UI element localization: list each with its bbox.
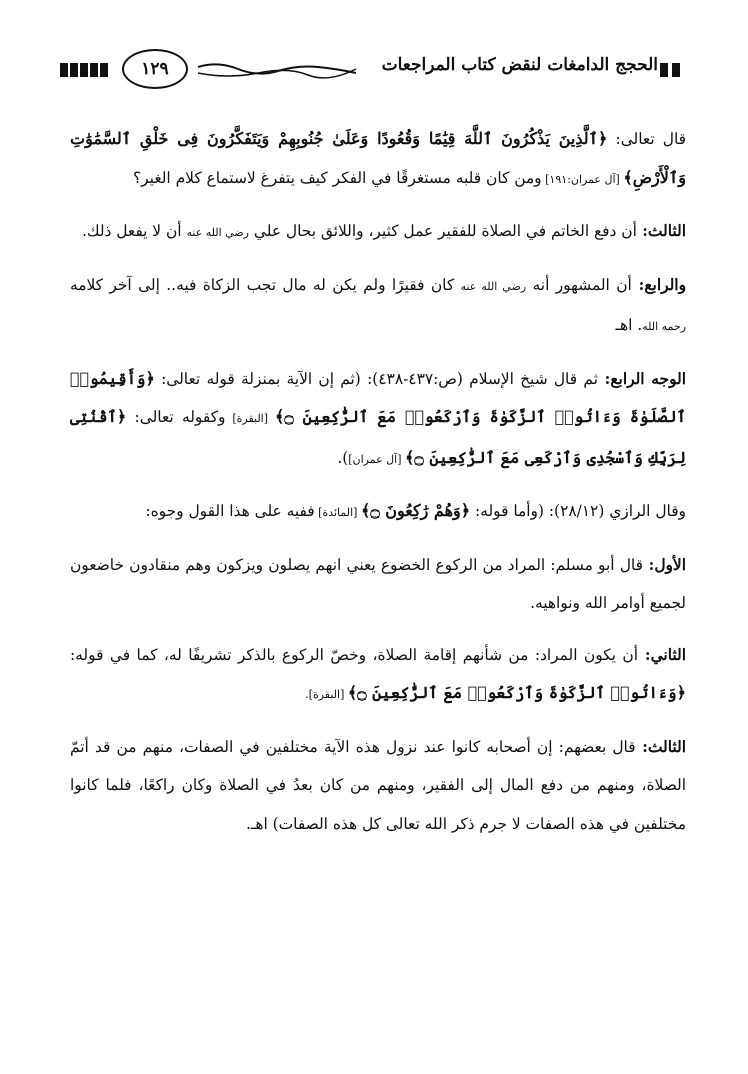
paragraph [70, 636, 686, 715]
paragraph [70, 492, 686, 533]
page-header [58, 45, 686, 95]
paragraph-text: ومن كان قلبه مستغرقًا في الفكر كيف يتفرغ لاستماع كلام الغير؟ [133, 168, 542, 187]
verse-reference: [آل عمران:١٩١] [541, 172, 624, 186]
quran-verse: ﴿وَأَقِيمُوا۟ ٱلصَّلَوٰةَ وَءَاتُوا۟ ٱلزَّكَوٰةَ وَٱرْكَعُوا۟ مَعَ ٱلرَّٰكِعِينَ ۝﴾ [70, 368, 686, 426]
paragraph [70, 546, 686, 623]
running-title: الحجج الدامغات لنقض كتاب المراجعات [381, 55, 658, 75]
quran-verse: ﴿ٱلَّذِينَ يَذْكُرُونَ ٱللَّهَ قِيَٰمًا وَقُعُودًا وَعَلَىٰ جُنُوبِهِمْ وَيَتَفَكَّرُونَ فِى خَلْقِ ٱلسَّمَٰوَٰتِ وَٱلْأَرْضِ﴾ [70, 129, 686, 187]
paragraph-lead: الأول: [642, 555, 686, 574]
paragraph-text: . اهـ [615, 316, 643, 334]
paragraph-text: ففيه على هذا القول وجوه: [145, 502, 315, 520]
paragraph-text: قال بعضهم: إن أصحابه كانوا عند نزول هذه الآية مختلفين في الصفات، منهم من قد أتمّ الصلاة، ومنهم من دفع المال إلى الفقير، ومنهم من كان بعدُ في الصلاة وكان راكعًا، فلما كانوا مختلفين في هذه الصفات لا جرم ذكر الله تعالى كل هذه الصفات) اهـ. [70, 737, 686, 833]
paragraph [70, 360, 686, 480]
honorific-glyph: رضي الله عنه [186, 226, 249, 239]
header-ornament-left [58, 59, 358, 81]
paragraph-lead: الثالث: [636, 222, 686, 240]
paragraph-lead: والرابع: [631, 275, 686, 294]
page-body [70, 120, 686, 856]
verse-reference: [البقرة] [225, 412, 275, 425]
paragraph-text: كان فقيرًا ولم يكن له مال تجب الزكاة فيه.. إلى آخر كلامه [70, 275, 461, 294]
header-ornament-right [656, 59, 686, 81]
paragraph-lead: الوجه الرابع: [597, 369, 686, 388]
paragraph [70, 212, 686, 253]
paragraph-text: وكقوله تعالى: [126, 408, 226, 426]
paragraph-text: قال أبو مسلم: المراد من الركوع الخضوع يعني انهم يصلون ويزكون وهم منقادون خاضعون لجميع أوامر الله ونواهيه. [70, 555, 686, 612]
quran-verse: ﴿وَهُمْ رَٰكِعُونَ ۝﴾ [360, 501, 471, 520]
paragraph-text: أن يكون المراد: من شأنهم إقامة الصلاة، وخصّ الركوع بالذكر تشريفًا له، كما في قوله: [70, 645, 638, 664]
honorific-glyph: رضي الله عنه [460, 279, 527, 293]
verse-reference: [المائدة] [314, 506, 361, 519]
page-number: ١٢٩ [122, 49, 188, 89]
paragraph-text: أن المشهور أنه [526, 275, 632, 294]
paragraph [70, 120, 686, 199]
paragraph-text: أن دفع الخاتم في الصلاة للفقير عمل كثير، واللائق بحال علي [249, 222, 637, 240]
quran-verse: ﴿ٱقْنُتِى لِرَبِّكِ وَٱسْجُدِى وَٱرْكَعِى مَعَ ٱلرَّٰكِعِينَ ۝﴾ [70, 407, 686, 467]
paragraph-text: ). [337, 448, 349, 467]
verse-reference: [البقرة]. [305, 688, 348, 701]
paragraph-text: وقال الرازي (٢٨/١٢): (وأما قوله: [470, 502, 686, 520]
paragraph-text: ثم قال شيخ الإسلام (ص:٤٣٧-٤٣٨): (ثم إن الآية بمنزلة قوله تعالى: [154, 369, 598, 388]
verse-reference: [آل عمران] [348, 452, 406, 466]
paragraph [70, 728, 686, 844]
paragraph-text: قال تعالى: [607, 130, 686, 148]
paragraph-lead: الثالث: [635, 737, 686, 756]
paragraph [70, 266, 686, 347]
honorific-glyph: رحمه الله [642, 320, 686, 333]
paragraph-text: أن لا يفعل ذلك. [81, 222, 187, 240]
paragraph-lead: الثاني: [638, 645, 687, 664]
quran-verse: ﴿وَءَاتُوا۟ ٱلزَّكَوٰةَ وَٱرْكَعُوا۟ مَعَ ٱلرَّٰكِعِينَ ۝﴾ [347, 683, 686, 702]
